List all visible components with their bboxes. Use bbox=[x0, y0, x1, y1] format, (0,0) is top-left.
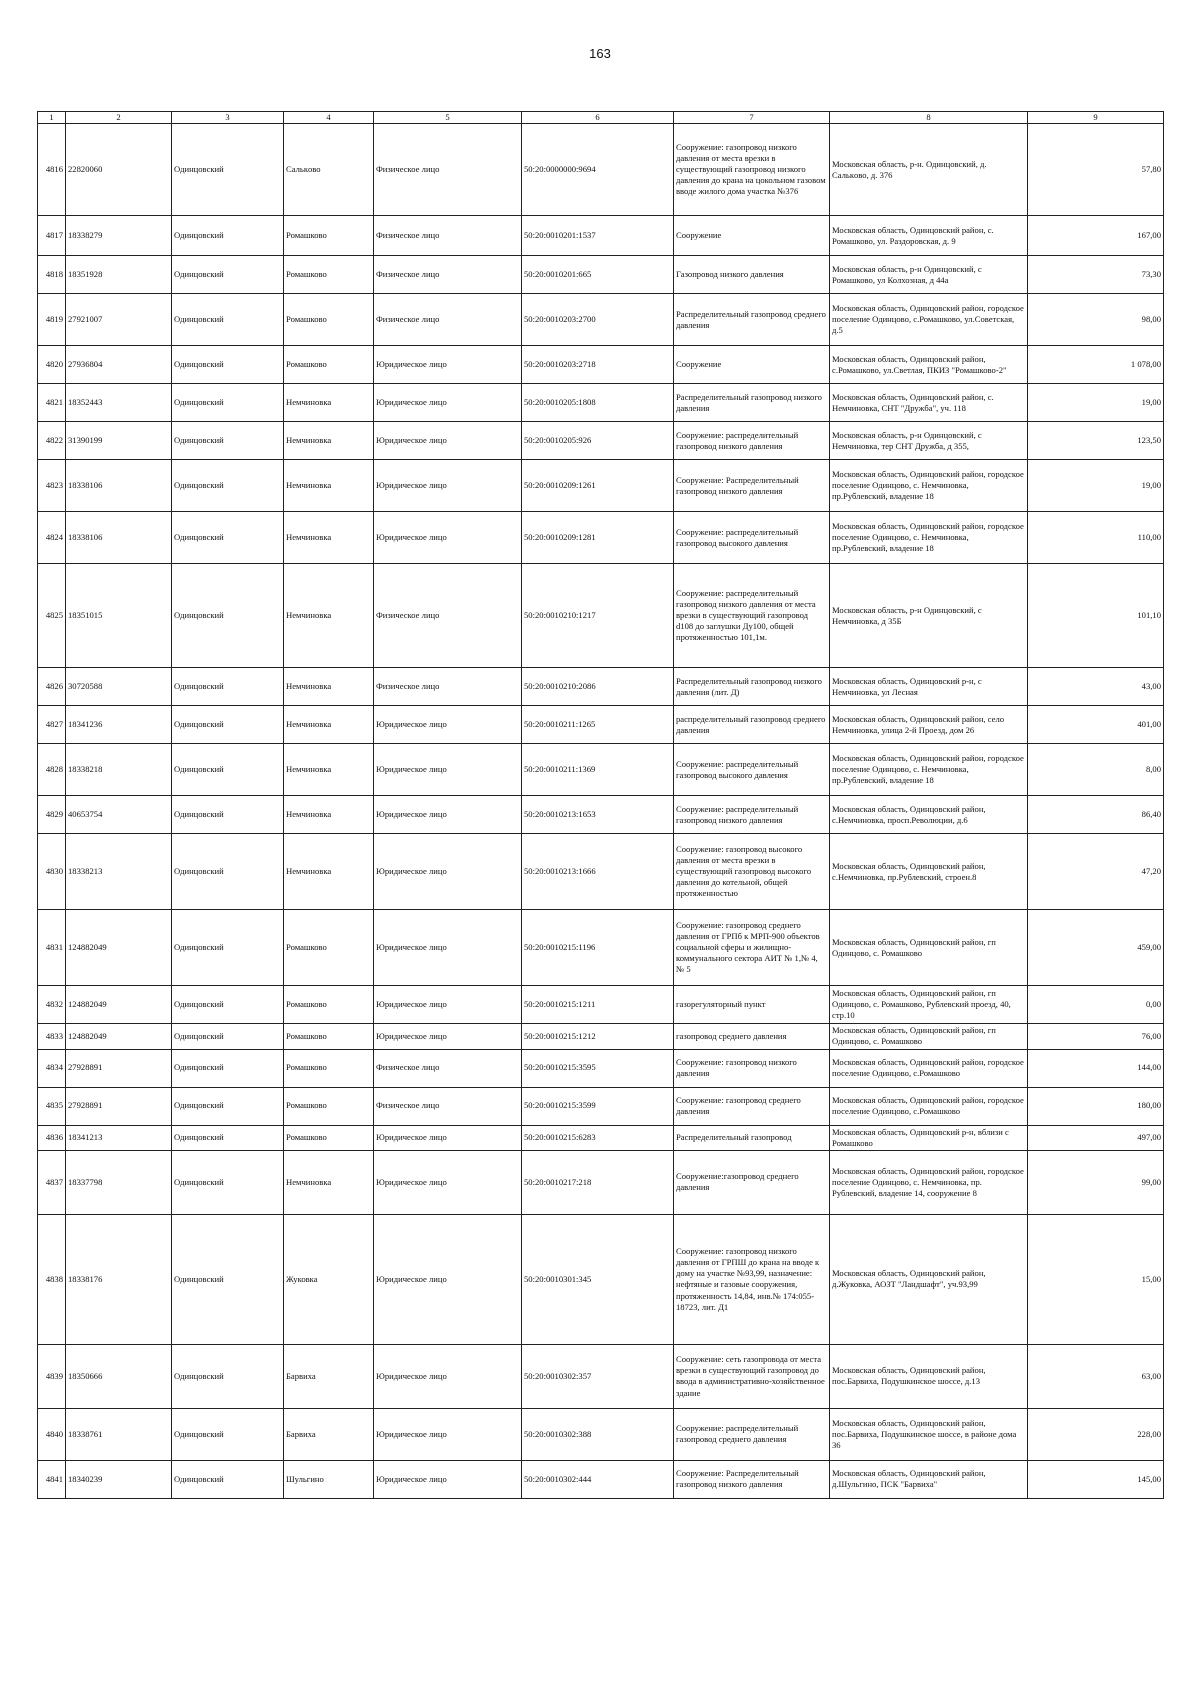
owner-type: Физическое лицо bbox=[374, 1049, 522, 1087]
object-address: Московская область, Одинцовский район, д.Жуковка, АОЗТ "Ландшафт", уч.93,99 bbox=[830, 1214, 1028, 1344]
table-row bbox=[38, 1460, 1164, 1498]
owner-type: Физическое лицо bbox=[374, 216, 522, 256]
district-name: Одинцовский bbox=[172, 668, 284, 706]
object-address: Московская область, Одинцовский район, городское поселение Одинцово, с.Ромашково, ул.Советская, д.5 bbox=[830, 294, 1028, 346]
owner-type: Юридическое лицо bbox=[374, 706, 522, 744]
object-code: 30720588 bbox=[66, 668, 172, 706]
cadastral-number: 50:20:0010209:1261 bbox=[522, 460, 674, 512]
page-number: 163 bbox=[589, 46, 611, 61]
cadastral-number: 50:20:0010201:665 bbox=[522, 256, 674, 294]
object-value: 15,00 bbox=[1028, 1214, 1164, 1344]
object-address: Московская область, р-н Одинцовский, с Немчиновка, тер СНТ Дружба, д 355, bbox=[830, 422, 1028, 460]
cadastral-number: 50:20:0010217:218 bbox=[522, 1150, 674, 1214]
owner-type: Юридическое лицо bbox=[374, 460, 522, 512]
object-value: 19,00 bbox=[1028, 460, 1164, 512]
owner-type: Юридическое лицо bbox=[374, 1125, 522, 1150]
object-value: 73,30 bbox=[1028, 256, 1164, 294]
object-code: 18338761 bbox=[66, 1408, 172, 1460]
locality-name: Ромашково bbox=[284, 256, 374, 294]
cadastral-number: 50:20:0010215:3599 bbox=[522, 1087, 674, 1125]
column-header: 1 bbox=[38, 112, 66, 124]
district-name: Одинцовский bbox=[172, 1087, 284, 1125]
object-code: 124882049 bbox=[66, 910, 172, 986]
object-value: 497,00 bbox=[1028, 1125, 1164, 1150]
cadastral-number: 50:20:0010301:345 bbox=[522, 1214, 674, 1344]
row-number: 4822 bbox=[38, 422, 66, 460]
district-name: Одинцовский bbox=[172, 1214, 284, 1344]
owner-type: Юридическое лицо bbox=[374, 910, 522, 986]
table-row bbox=[38, 422, 1164, 460]
owner-type: Юридическое лицо bbox=[374, 986, 522, 1024]
object-value: 76,00 bbox=[1028, 1024, 1164, 1049]
district-name: Одинцовский bbox=[172, 1024, 284, 1049]
object-description: Распределительный газопровод низкого давления bbox=[674, 384, 830, 422]
table-row bbox=[38, 1214, 1164, 1344]
district-name: Одинцовский bbox=[172, 422, 284, 460]
locality-name: Барвиха bbox=[284, 1344, 374, 1408]
object-address: Московская область, Одинцовский район, пос.Барвиха, Подушкинское шоссе, д.13 bbox=[830, 1344, 1028, 1408]
object-code: 18338106 bbox=[66, 460, 172, 512]
object-address: Московская область, Одинцовский р-н, вблизи с Ромашково bbox=[830, 1125, 1028, 1150]
row-number: 4827 bbox=[38, 706, 66, 744]
owner-type: Юридическое лицо bbox=[374, 384, 522, 422]
owner-type: Физическое лицо bbox=[374, 256, 522, 294]
object-value: 228,00 bbox=[1028, 1408, 1164, 1460]
table-row bbox=[38, 986, 1164, 1024]
cadastral-number: 50:20:0010302:388 bbox=[522, 1408, 674, 1460]
row-number: 4832 bbox=[38, 986, 66, 1024]
district-name: Одинцовский bbox=[172, 910, 284, 986]
district-name: Одинцовский bbox=[172, 1460, 284, 1498]
table-row bbox=[38, 1125, 1164, 1150]
locality-name: Ромашково bbox=[284, 1024, 374, 1049]
table-body bbox=[38, 124, 1164, 1499]
owner-type: Юридическое лицо bbox=[374, 346, 522, 384]
row-number: 4830 bbox=[38, 834, 66, 910]
locality-name: Немчиновка bbox=[284, 1150, 374, 1214]
locality-name: Салькoво bbox=[284, 124, 374, 216]
object-value: 110,00 bbox=[1028, 512, 1164, 564]
district-name: Одинцовский bbox=[172, 796, 284, 834]
object-description: газопровод среднего давления bbox=[674, 1024, 830, 1049]
row-number: 4840 bbox=[38, 1408, 66, 1460]
column-header: 4 bbox=[284, 112, 374, 124]
table-row bbox=[38, 216, 1164, 256]
object-description: газорегуляторный пункт bbox=[674, 986, 830, 1024]
owner-type: Юридическое лицо bbox=[374, 744, 522, 796]
object-description: Сооружение: газопровод высокого давления от места врезки в существующий газопровод высокого давления до котельной, общей протяженностью bbox=[674, 834, 830, 910]
cadastral-number: 50:20:0010203:2700 bbox=[522, 294, 674, 346]
object-address: Московская область, Одинцовский район, с. Немчиновка, СНТ "Дружба", уч. 118 bbox=[830, 384, 1028, 422]
cadastral-number: 50:20:0010213:1666 bbox=[522, 834, 674, 910]
object-description: Сооружение bbox=[674, 216, 830, 256]
object-description: Сооружение: газопровод низкого давления от места врезки в существующий газопровод низкого давления до крана на цокольном газовом вводе жилого дома участка №376 bbox=[674, 124, 830, 216]
object-code: 18338213 bbox=[66, 834, 172, 910]
object-value: 101,10 bbox=[1028, 564, 1164, 668]
cadastral-number: 50:20:0010201:1537 bbox=[522, 216, 674, 256]
object-address: Московская область, Одинцовский район, городское поселение Одинцово, с.Ромашково bbox=[830, 1087, 1028, 1125]
object-code: 18338279 bbox=[66, 216, 172, 256]
table-row bbox=[38, 796, 1164, 834]
object-code: 40653754 bbox=[66, 796, 172, 834]
object-description: Сооружение: газопровод среднего давления bbox=[674, 1087, 830, 1125]
object-address: Московская область, Одинцовский район, гп Одинцово, с. Ромашково bbox=[830, 1024, 1028, 1049]
object-description: Сооружение: Распределительный газопровод низкого давления bbox=[674, 1460, 830, 1498]
object-value: 123,50 bbox=[1028, 422, 1164, 460]
object-code: 18341236 bbox=[66, 706, 172, 744]
cadastral-number: 50:20:0000000:9694 bbox=[522, 124, 674, 216]
table-row bbox=[38, 1049, 1164, 1087]
object-description: Сооружение: распределительный газопровод среднего давления bbox=[674, 1408, 830, 1460]
owner-type: Физическое лицо bbox=[374, 294, 522, 346]
row-number: 4834 bbox=[38, 1049, 66, 1087]
object-description: Сооружение:газопровод среднего давления bbox=[674, 1150, 830, 1214]
row-number: 4837 bbox=[38, 1150, 66, 1214]
object-code: 18340239 bbox=[66, 1460, 172, 1498]
district-name: Одинцовский bbox=[172, 346, 284, 384]
object-description: Газопровод низкого давления bbox=[674, 256, 830, 294]
column-header: 9 bbox=[1028, 112, 1164, 124]
cadastral-number: 50:20:0010205:1808 bbox=[522, 384, 674, 422]
row-number: 4825 bbox=[38, 564, 66, 668]
row-number: 4835 bbox=[38, 1087, 66, 1125]
district-name: Одинцовский bbox=[172, 834, 284, 910]
district-name: Одинцовский bbox=[172, 986, 284, 1024]
object-address: Московская область, Одинцовский район, пос.Барвиха, Подушкинское шоссе, в районе дома 36 bbox=[830, 1408, 1028, 1460]
table-row bbox=[38, 256, 1164, 294]
row-number: 4821 bbox=[38, 384, 66, 422]
row-number: 4816 bbox=[38, 124, 66, 216]
cadastral-number: 50:20:0010211:1265 bbox=[522, 706, 674, 744]
owner-type: Юридическое лицо bbox=[374, 512, 522, 564]
object-code: 27936804 bbox=[66, 346, 172, 384]
object-description: Сооружение: Распределительный газопровод низкого давления bbox=[674, 460, 830, 512]
table-row bbox=[38, 706, 1164, 744]
row-number: 4824 bbox=[38, 512, 66, 564]
cadastral-number: 50:20:0010210:2086 bbox=[522, 668, 674, 706]
object-address: Московская область, Одинцовский район, с. Ромашково, ул. Раздоровская, д. 9 bbox=[830, 216, 1028, 256]
cadastral-number: 50:20:0010215:3595 bbox=[522, 1049, 674, 1087]
object-address: Московская область, Одинцовский район, село Немчиновка, улица 2-й Проезд, дом 26 bbox=[830, 706, 1028, 744]
object-description: Сооружение: распределительный газопровод низкого давления bbox=[674, 796, 830, 834]
object-code: 27928891 bbox=[66, 1087, 172, 1125]
locality-name: Ромашково bbox=[284, 346, 374, 384]
object-value: 401,00 bbox=[1028, 706, 1164, 744]
owner-type: Юридическое лицо bbox=[374, 1150, 522, 1214]
object-value: 63,00 bbox=[1028, 1344, 1164, 1408]
object-value: 98,00 bbox=[1028, 294, 1164, 346]
object-value: 47,20 bbox=[1028, 834, 1164, 910]
object-address: Московская область, Одинцовский район, с.Ромашково, ул.Светлая, ПКИЗ "Ромашково-2" bbox=[830, 346, 1028, 384]
locality-name: Ромашково bbox=[284, 1125, 374, 1150]
object-address: Московская область, Одинцовский район, гп Одинцово, с. Ромашково bbox=[830, 910, 1028, 986]
owner-type: Физическое лицо bbox=[374, 668, 522, 706]
object-code: 31390199 bbox=[66, 422, 172, 460]
locality-name: Немчиновка bbox=[284, 384, 374, 422]
locality-name: Ромашково bbox=[284, 216, 374, 256]
row-number: 4820 bbox=[38, 346, 66, 384]
object-value: 57,80 bbox=[1028, 124, 1164, 216]
object-description: Сооружение: газопровод среднего давления от ГРПб к МРП-900 объектов социальной сферы и жилищно-коммунального сектора АИТ № 1,№ 4, № 5 bbox=[674, 910, 830, 986]
locality-name: Ромашково bbox=[284, 986, 374, 1024]
cadastral-number: 50:20:0010302:444 bbox=[522, 1460, 674, 1498]
row-number: 4818 bbox=[38, 256, 66, 294]
locality-name: Ромашково bbox=[284, 1087, 374, 1125]
row-number: 4819 bbox=[38, 294, 66, 346]
cadastral-number: 50:20:0010215:1212 bbox=[522, 1024, 674, 1049]
object-value: 19,00 bbox=[1028, 384, 1164, 422]
object-code: 22820060 bbox=[66, 124, 172, 216]
object-description: Сооружение bbox=[674, 346, 830, 384]
table-row bbox=[38, 564, 1164, 668]
row-number: 4836 bbox=[38, 1125, 66, 1150]
table-row bbox=[38, 512, 1164, 564]
table-row bbox=[38, 910, 1164, 986]
district-name: Одинцовский bbox=[172, 256, 284, 294]
object-code: 18352443 bbox=[66, 384, 172, 422]
cadastral-number: 50:20:0010205:926 bbox=[522, 422, 674, 460]
object-description: Распределительный газопровод низкого давления (лит. Д) bbox=[674, 668, 830, 706]
row-number: 4823 bbox=[38, 460, 66, 512]
object-value: 180,00 bbox=[1028, 1087, 1164, 1125]
column-header: 8 bbox=[830, 112, 1028, 124]
object-address: Московская область, Одинцовский район, городское поселение Одинцово, с. Немчиновка, пр.Рублевский, владение 18 bbox=[830, 460, 1028, 512]
object-address: Московская область, Одинцовский р-н, с Немчиновка, ул Лесная bbox=[830, 668, 1028, 706]
district-name: Одинцовский bbox=[172, 1125, 284, 1150]
object-code: 124882049 bbox=[66, 986, 172, 1024]
cadastral-number: 50:20:0010209:1281 bbox=[522, 512, 674, 564]
row-number: 4839 bbox=[38, 1344, 66, 1408]
locality-name: Немчиновка bbox=[284, 706, 374, 744]
table-row bbox=[38, 744, 1164, 796]
object-code: 18351015 bbox=[66, 564, 172, 668]
owner-type: Юридическое лицо bbox=[374, 834, 522, 910]
district-name: Одинцовский bbox=[172, 706, 284, 744]
column-header: 5 bbox=[374, 112, 522, 124]
district-name: Одинцовский bbox=[172, 384, 284, 422]
locality-name: Ромашково bbox=[284, 910, 374, 986]
object-description: Сооружение: газопровод низкого давления от ГРПШ до крана на вводе к дому на участке №93,99, назначение: нефтяные и газовые сооружения, протяженность 14,84, инв.№ 174:055-18723, лит. Д1 bbox=[674, 1214, 830, 1344]
object-value: 459,00 bbox=[1028, 910, 1164, 986]
table-row bbox=[38, 294, 1164, 346]
district-name: Одинцовский bbox=[172, 1408, 284, 1460]
object-address: Московская область, Одинцовский район, городское поселение Одинцово, с. Немчиновка, пр.Рублевский, владение 18 bbox=[830, 744, 1028, 796]
cadastral-number: 50:20:0010215:1196 bbox=[522, 910, 674, 986]
district-name: Одинцовский bbox=[172, 1049, 284, 1087]
column-header: 3 bbox=[172, 112, 284, 124]
object-description: Сооружение: газопровод низкого давления bbox=[674, 1049, 830, 1087]
row-number: 4838 bbox=[38, 1214, 66, 1344]
owner-type: Юридическое лицо bbox=[374, 1408, 522, 1460]
registry-table bbox=[37, 111, 1164, 1499]
object-address: Московская область, Одинцовский район, с.Немчиновка, пр.Рублевский, строен.8 bbox=[830, 834, 1028, 910]
object-code: 18338218 bbox=[66, 744, 172, 796]
owner-type: Физическое лицо bbox=[374, 124, 522, 216]
row-number: 4831 bbox=[38, 910, 66, 986]
object-code: 27921007 bbox=[66, 294, 172, 346]
object-code: 18337798 bbox=[66, 1150, 172, 1214]
object-value: 1 078,00 bbox=[1028, 346, 1164, 384]
district-name: Одинцовский bbox=[172, 460, 284, 512]
object-code: 18341213 bbox=[66, 1125, 172, 1150]
table-row bbox=[38, 1087, 1164, 1125]
table-row bbox=[38, 1024, 1164, 1049]
object-code: 18338106 bbox=[66, 512, 172, 564]
row-number: 4833 bbox=[38, 1024, 66, 1049]
object-address: Московская область, Одинцовский район, д.Шульгино, ПСК "Барвиха" bbox=[830, 1460, 1028, 1498]
row-number: 4841 bbox=[38, 1460, 66, 1498]
object-code: 124882049 bbox=[66, 1024, 172, 1049]
object-code: 18338176 bbox=[66, 1214, 172, 1344]
owner-type: Юридическое лицо bbox=[374, 1460, 522, 1498]
object-code: 18350666 bbox=[66, 1344, 172, 1408]
object-address: Московская область, р-н Одинцовский, с Ромашково, ул Колхозная, д 44а bbox=[830, 256, 1028, 294]
object-address: Московская область, р-н Одинцовский, с Немчиновка, д 35Б bbox=[830, 564, 1028, 668]
object-value: 145,00 bbox=[1028, 1460, 1164, 1498]
object-address: Московская область, Одинцовский район, городское поселение Одинцово, с.Ромашково bbox=[830, 1049, 1028, 1087]
owner-type: Юридическое лицо bbox=[374, 422, 522, 460]
owner-type: Юридическое лицо bbox=[374, 1344, 522, 1408]
object-value: 99,00 bbox=[1028, 1150, 1164, 1214]
cadastral-number: 50:20:0010215:6283 bbox=[522, 1125, 674, 1150]
table-row bbox=[38, 346, 1164, 384]
object-value: 144,00 bbox=[1028, 1049, 1164, 1087]
object-address: Московская область, Одинцовский район, с.Немчиновка, просп.Революции, д.6 bbox=[830, 796, 1028, 834]
table-row bbox=[38, 124, 1164, 216]
table-header-row bbox=[38, 112, 1164, 124]
table-row bbox=[38, 1150, 1164, 1214]
object-value: 86,40 bbox=[1028, 796, 1164, 834]
cadastral-number: 50:20:0010211:1369 bbox=[522, 744, 674, 796]
object-description: Сооружение: распределительный газопровод высокого давления bbox=[674, 512, 830, 564]
object-address: Московская область, р-н. Одинцовский, д. Салькoво, д. 376 bbox=[830, 124, 1028, 216]
object-description: Сооружение: сеть газопровода от места врезки в существующий газопровод до ввода в административно-хозяйственное здание bbox=[674, 1344, 830, 1408]
cadastral-number: 50:20:0010302:357 bbox=[522, 1344, 674, 1408]
locality-name: Немчиновка bbox=[284, 460, 374, 512]
locality-name: Немчиновка bbox=[284, 512, 374, 564]
object-description: Сооружение: распределительный газопровод низкого давления от места врезки в существующий газопровод d108 до заглушки Ду100, общей протяженностью 101,1м. bbox=[674, 564, 830, 668]
district-name: Одинцовский bbox=[172, 294, 284, 346]
locality-name: Ромашково bbox=[284, 1049, 374, 1087]
column-header: 6 bbox=[522, 112, 674, 124]
table-row bbox=[38, 1408, 1164, 1460]
object-address: Московская область, Одинцовский район, городское поселение Одинцово, с. Немчиновка, пр. Рублевский, владение 14, сооружение 8 bbox=[830, 1150, 1028, 1214]
object-value: 8,00 bbox=[1028, 744, 1164, 796]
locality-name: Жуковка bbox=[284, 1214, 374, 1344]
cadastral-number: 50:20:0010210:1217 bbox=[522, 564, 674, 668]
object-address: Московская область, Одинцовский район, гп Одинцово, с. Ромашково, Рублевский проезд, 40, стр.10 bbox=[830, 986, 1028, 1024]
district-name: Одинцовский bbox=[172, 1344, 284, 1408]
locality-name: Немчиновка bbox=[284, 834, 374, 910]
row-number: 4829 bbox=[38, 796, 66, 834]
locality-name: Немчиновка bbox=[284, 744, 374, 796]
cadastral-number: 50:20:0010215:1211 bbox=[522, 986, 674, 1024]
locality-name: Немчиновка bbox=[284, 668, 374, 706]
district-name: Одинцовский bbox=[172, 564, 284, 668]
table-row bbox=[38, 834, 1164, 910]
table-row bbox=[38, 1344, 1164, 1408]
cadastral-number: 50:20:0010203:2718 bbox=[522, 346, 674, 384]
object-description: Распределительный газопровод bbox=[674, 1125, 830, 1150]
row-number: 4817 bbox=[38, 216, 66, 256]
object-value: 43,00 bbox=[1028, 668, 1164, 706]
object-code: 27928891 bbox=[66, 1049, 172, 1087]
district-name: Одинцовский bbox=[172, 1150, 284, 1214]
owner-type: Юридическое лицо bbox=[374, 1024, 522, 1049]
district-name: Одинцовский bbox=[172, 744, 284, 796]
owner-type: Юридическое лицо bbox=[374, 1214, 522, 1344]
locality-name: Немчиновка bbox=[284, 422, 374, 460]
object-description: Сооружение: распределительный газопровод низкого давления bbox=[674, 422, 830, 460]
object-description: распределительный газопровод среднего давления bbox=[674, 706, 830, 744]
object-description: Распределительный газопровод среднего давления bbox=[674, 294, 830, 346]
owner-type: Физическое лицо bbox=[374, 564, 522, 668]
table-row bbox=[38, 668, 1164, 706]
district-name: Одинцовский bbox=[172, 124, 284, 216]
locality-name: Немчиновка bbox=[284, 796, 374, 834]
row-number: 4826 bbox=[38, 668, 66, 706]
locality-name: Ромашково bbox=[284, 294, 374, 346]
locality-name: Шульгино bbox=[284, 1460, 374, 1498]
table-row bbox=[38, 384, 1164, 422]
owner-type: Физическое лицо bbox=[374, 1087, 522, 1125]
table-row bbox=[38, 460, 1164, 512]
owner-type: Юридическое лицо bbox=[374, 796, 522, 834]
object-value: 0,00 bbox=[1028, 986, 1164, 1024]
object-value: 167,00 bbox=[1028, 216, 1164, 256]
row-number: 4828 bbox=[38, 744, 66, 796]
object-description: Сооружение: распределительный газопровод высокого давления bbox=[674, 744, 830, 796]
district-name: Одинцовский bbox=[172, 216, 284, 256]
column-header: 7 bbox=[674, 112, 830, 124]
column-header: 2 bbox=[66, 112, 172, 124]
object-address: Московская область, Одинцовский район, городское поселение Одинцово, с. Немчиновка, пр.Рублевский, владение 18 bbox=[830, 512, 1028, 564]
object-code: 18351928 bbox=[66, 256, 172, 294]
locality-name: Немчиновка bbox=[284, 564, 374, 668]
district-name: Одинцовский bbox=[172, 512, 284, 564]
cadastral-number: 50:20:0010213:1653 bbox=[522, 796, 674, 834]
locality-name: Барвиха bbox=[284, 1408, 374, 1460]
